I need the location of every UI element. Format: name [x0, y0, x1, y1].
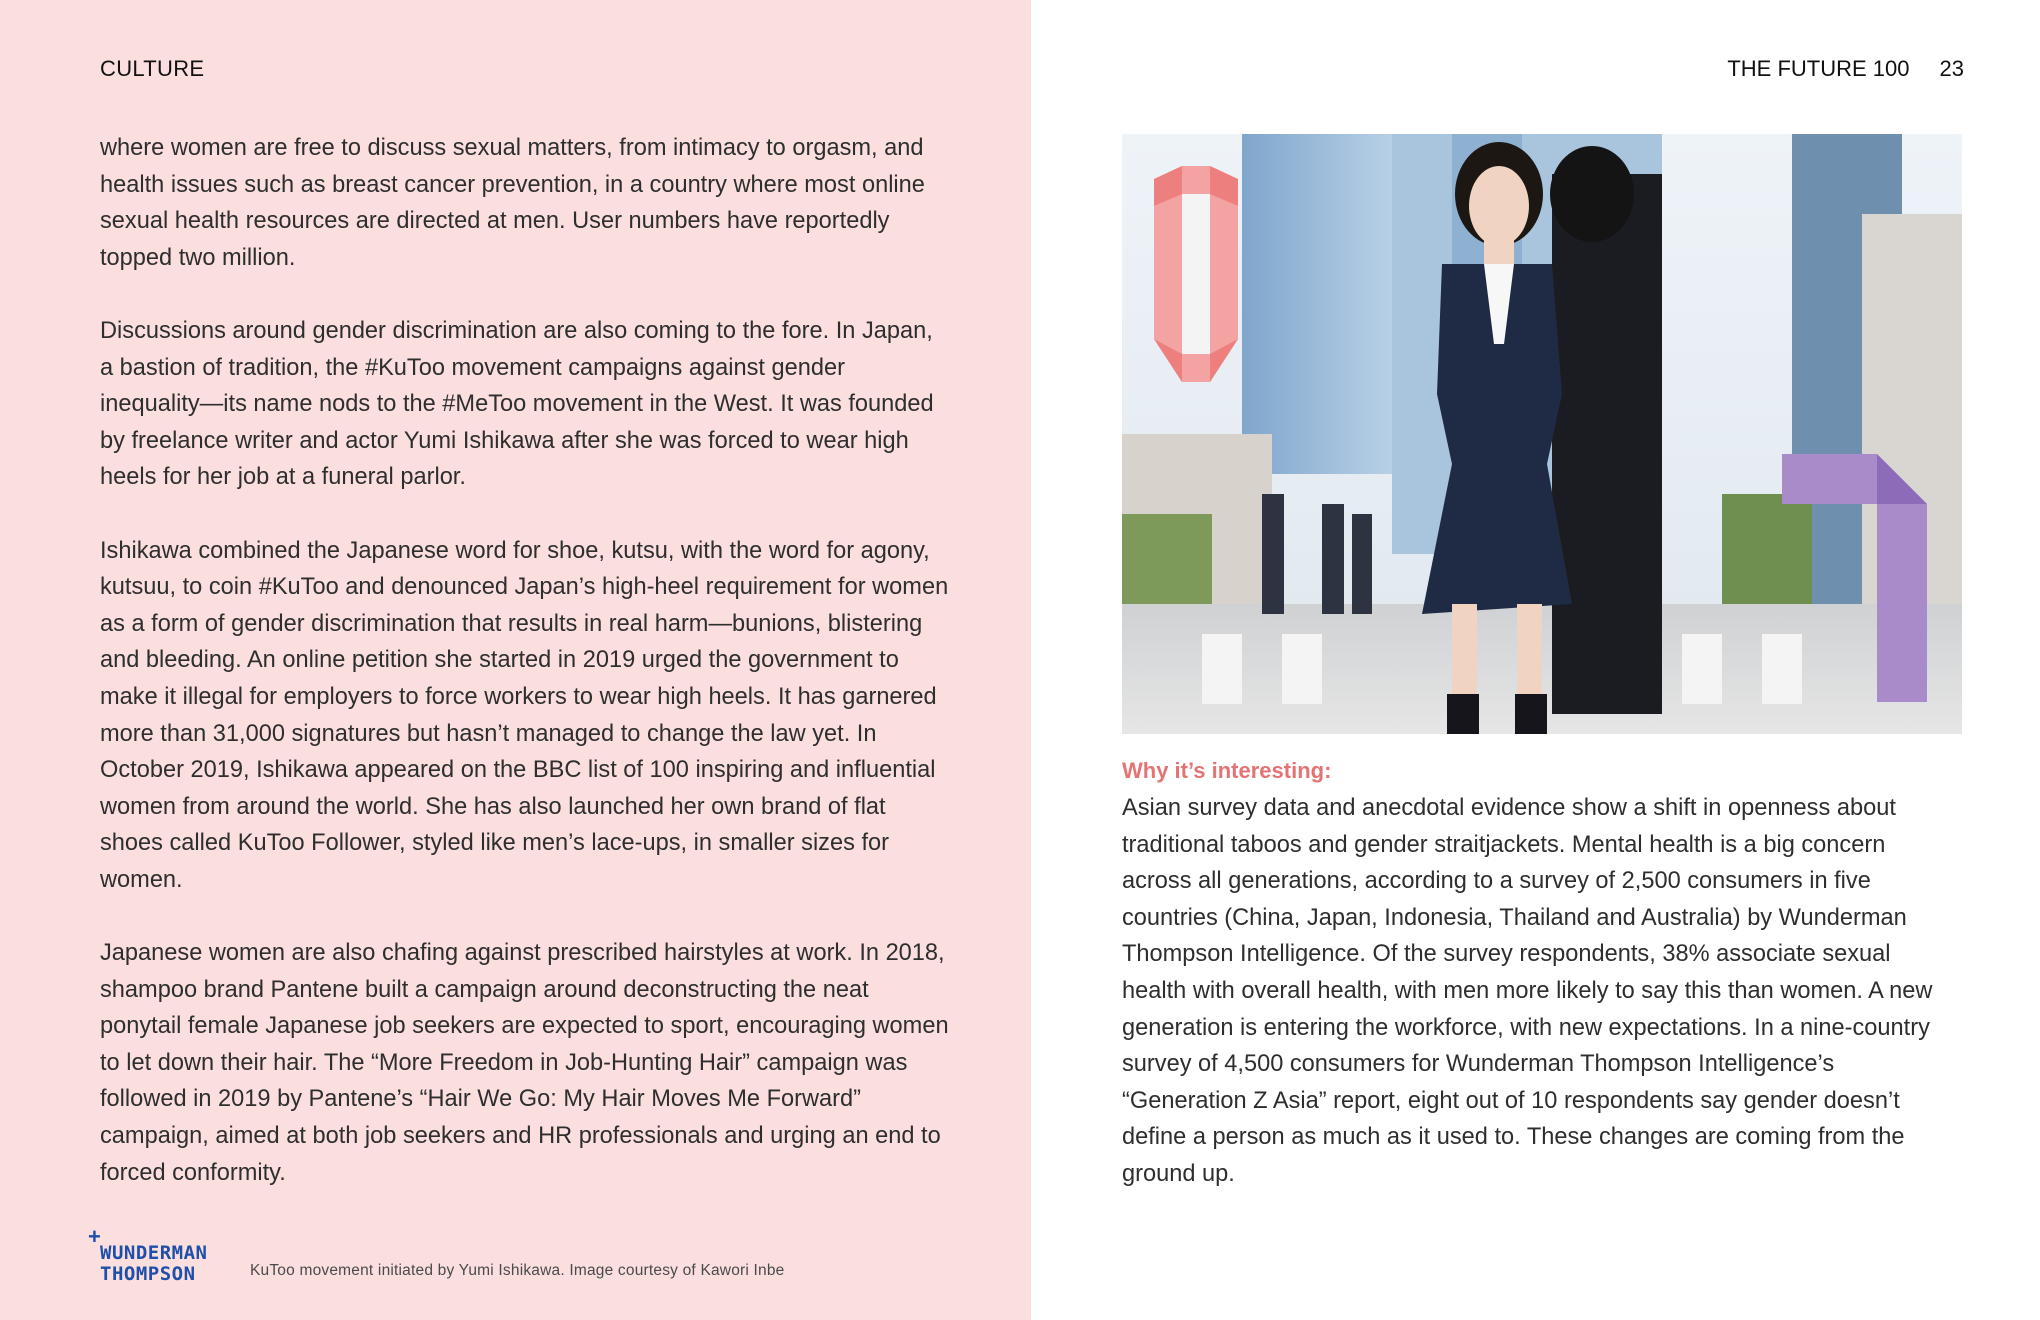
woman-leg	[1517, 604, 1542, 704]
plus-icon: +	[88, 1224, 101, 1249]
body-paragraph: where women are free to discuss sexual matters, from intimacy to orgasm, and health issues such as breast cancer prevention, in a country where most online sexual health resources are directed at men. User numbers have reportedly topped two million.	[100, 135, 925, 271]
glass-tower	[1242, 134, 1392, 474]
body-paragraph: Discussions around gender discrimination are also coming to the fore. In Japan, a bastion of tradition, the #KuToo movement campaigns against gender inequality—its name nods to the #MeToo movement in the West. It was founded by freelance writer and actor Yumi Ishikawa after she was forced to wear high heels for her job at a funeral parlor.	[100, 317, 934, 491]
numeral-zero-graphic	[1154, 166, 1238, 382]
man-head	[1550, 146, 1634, 242]
section-label: CULTURE	[100, 56, 205, 81]
brand-name-line2: THOMPSON	[100, 1263, 196, 1285]
photo-illustration	[1122, 134, 1962, 734]
body-paragraph: Japanese women are also chafing against prescribed hairstyles at work. In 2018, shampoo brand Pantene built a campaign around deconstructing the neat ponytail female Japanese job seekers are expected to sport, encouraging women to let down their hair. The “More Freedom in Job-Hunting Hair” campaign was followed in 2019 by Pantene’s “Hair We Go: My Hair Moves Me Forward” campaign, aimed at both job seekers and HR professionals and urging an end to forced conformity.	[100, 940, 949, 1186]
why-interesting-body	[1122, 790, 1952, 1193]
why-interesting-paragraph: Asian survey data and anecdotal evidence show a shift in openness about traditional taboos and gender straitjackets. Mental health is a big concern across all generations, according to a survey of 2,500 consumers in five countries (China, Japan, Indonesia, Thailand and Australia) by Wunderman Thompson Intelligence. Of the survey respondents, 38% associate sexual health with overall health, with men more likely to say this than women. A new generation is entering the workforce, with new expectations. In a nine-country survey of 4,500 consumers for Wunderman Thompson Intelligence’s “Generation Z Asia” report, eight out of 10 respondents say gender doesn’t define a person as much as it used to. These changes are coming from the ground up.	[1122, 795, 1933, 1187]
woman-sock	[1515, 694, 1547, 734]
why-interesting-heading: Why it’s interesting:	[1122, 758, 1332, 783]
feature-photo	[1122, 134, 1962, 734]
publication-title: THE FUTURE 100	[1727, 56, 1910, 81]
brand-name-line1: WUNDERMAN	[100, 1242, 208, 1264]
page-number: 23	[1939, 56, 1964, 81]
publication-header	[1727, 56, 1964, 82]
body-paragraph: Ishikawa combined the Japanese word for shoe, kutsu, with the word for agony, kutsuu, to coin #KuToo and denounced Japan’s high-heel requirement for women as a form of gender discrimination that results in real harm—bunions, blistering and bleeding. An online petition she started in 2019 urged the government to make it illegal for employers to force workers to wear high heels. It has garnered more than 31,000 signatures but hasn’t managed to change the law yet. In October 2019, Ishikawa appeared on the BBC list of 100 inspiring and influential women from around the world. She has also launched her own brand of flat shoes called KuToo Follower, styled like men’s lace-ups, in smaller sizes for women.	[100, 537, 949, 893]
article-body	[100, 130, 950, 1228]
image-caption: KuToo movement initiated by Yumi Ishikawa. Image courtesy of Kawori Inbe	[250, 1262, 785, 1279]
wunderman-thompson-logo	[88, 1224, 238, 1285]
man-figure	[1552, 174, 1662, 714]
woman-face	[1469, 166, 1529, 246]
woman-sock	[1447, 694, 1479, 734]
woman-leg	[1452, 604, 1477, 704]
